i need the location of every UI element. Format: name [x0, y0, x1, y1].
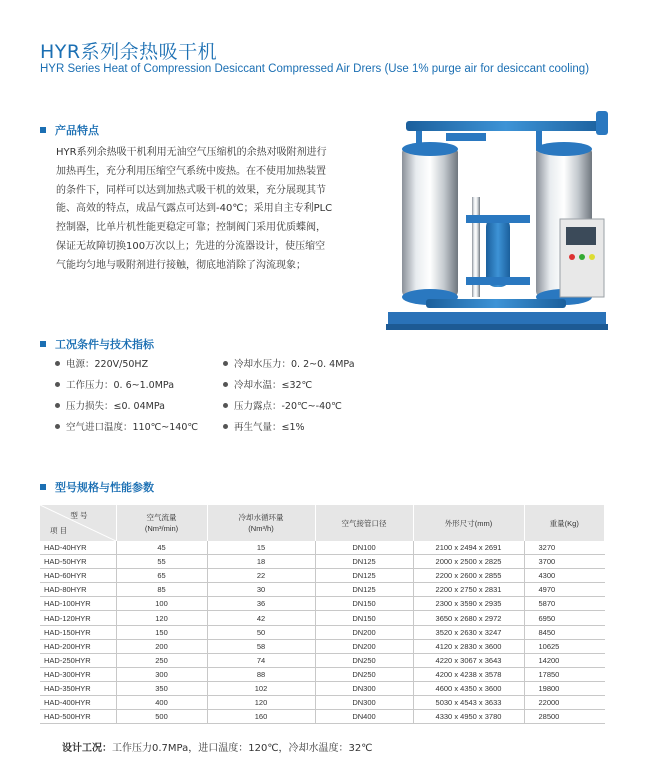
- table-cell: 300: [116, 667, 207, 681]
- column-header: 冷却水循环量 (Nm³/h): [207, 505, 315, 541]
- page-title: HYR系列余热吸干机: [40, 41, 218, 63]
- table-cell: 74: [207, 653, 315, 667]
- spec-item: 空气进口温度：110℃~140℃: [55, 419, 198, 433]
- section-marker-icon: [40, 127, 46, 133]
- table-row: [40, 667, 605, 681]
- model-spec-table: [40, 505, 605, 724]
- table-cell: 85: [116, 583, 207, 597]
- column-header: 外形尺寸(mm): [413, 505, 524, 541]
- features-heading: 产品特点: [40, 122, 99, 138]
- table-cell: HAD-40HYR: [40, 541, 116, 555]
- table-cell: 3520 x 2630 x 3247: [413, 625, 524, 639]
- table-cell: 5030 x 4543 x 3633: [413, 696, 524, 710]
- table-row: [40, 696, 605, 710]
- table-cell: HAD-200HYR: [40, 639, 116, 653]
- table-cell: 4300: [524, 569, 605, 583]
- table-cell: DN125: [315, 583, 413, 597]
- table-cell: DN250: [315, 653, 413, 667]
- table-cell: DN200: [315, 639, 413, 653]
- table-cell: 5870: [524, 597, 605, 611]
- table-cell: 18: [207, 555, 315, 569]
- table-cell: HAD-300HYR: [40, 667, 116, 681]
- table-cell: DN300: [315, 681, 413, 695]
- table-cell: DN100: [315, 541, 413, 555]
- table-cell: 4970: [524, 583, 605, 597]
- table-cell: 55: [116, 555, 207, 569]
- table-cell: 14200: [524, 653, 605, 667]
- features-line: 保证无故障切换100万次以上；先进的分流器设计，使压缩空: [56, 240, 326, 252]
- features-text: [56, 144, 356, 276]
- table-row: [40, 625, 605, 639]
- spec-item: 压力露点：-20℃~-40℃: [223, 398, 342, 412]
- table-cell: 2200 x 2600 x 2855: [413, 569, 524, 583]
- table-cell: 400: [116, 696, 207, 710]
- table-cell: 2100 x 2494 x 2691: [413, 541, 524, 555]
- table-cell: 8450: [524, 625, 605, 639]
- table-cell: 3650 x 2680 x 2972: [413, 611, 524, 625]
- table-cell: 2200 x 2750 x 2831: [413, 583, 524, 597]
- table-row: [40, 681, 605, 695]
- table-cell: 22: [207, 569, 315, 583]
- table-row: [40, 569, 605, 583]
- dryer-machine-image: [386, 107, 610, 335]
- table-cell: DN150: [315, 597, 413, 611]
- table-cell: 15: [207, 541, 315, 555]
- table-cell: DN200: [315, 625, 413, 639]
- models-heading: 型号规格与性能参数: [40, 479, 154, 495]
- table-cell: HAD-250HYR: [40, 653, 116, 667]
- column-header: 重量(Kg): [524, 505, 605, 541]
- table-row: [40, 541, 605, 555]
- spec-item: 压力损失：≤0. 04MPa: [55, 398, 165, 412]
- table-cell: 4330 x 4950 x 3780: [413, 710, 524, 724]
- table-cell: HAD-500HYR: [40, 710, 116, 724]
- table-cell: DN125: [315, 569, 413, 583]
- bullet-icon: [223, 382, 228, 387]
- spec-item: 电源：220V/50HZ: [55, 356, 148, 370]
- table-row: [40, 555, 605, 569]
- table-row: [40, 583, 605, 597]
- bullet-icon: [223, 403, 228, 408]
- table-cell: 102: [207, 681, 315, 695]
- features-line: 加热再生，充分利用压缩空气系统中废热。在不使用加热装置: [56, 165, 326, 177]
- bullet-icon: [223, 361, 228, 366]
- table-cell: 250: [116, 653, 207, 667]
- column-header: 空气接管口径: [315, 505, 413, 541]
- table-cell: 4200 x 4238 x 3578: [413, 667, 524, 681]
- table-cell: DN400: [315, 710, 413, 724]
- conditions-heading: 工况条件与技术指标: [40, 336, 154, 352]
- table-corner-header: 型 号 项 目: [40, 505, 116, 541]
- table-cell: 350: [116, 681, 207, 695]
- table-cell: 58: [207, 639, 315, 653]
- table-cell: 2300 x 3590 x 2935: [413, 597, 524, 611]
- features-line: 的条件下，同样可以达到加热式吸干机的效果，充分展现其节: [56, 184, 326, 196]
- table-cell: 160: [207, 710, 315, 724]
- table-cell: 19800: [524, 681, 605, 695]
- spec-item: 工作压力：0. 6~1.0MPa: [55, 377, 174, 391]
- table-cell: HAD-350HYR: [40, 681, 116, 695]
- table-cell: 4220 x 3067 x 3643: [413, 653, 524, 667]
- table-cell: DN300: [315, 696, 413, 710]
- table-row: [40, 611, 605, 625]
- table-cell: 45: [116, 541, 207, 555]
- table-cell: 500: [116, 710, 207, 724]
- table-cell: 28500: [524, 710, 605, 724]
- table-cell: 4120 x 2830 x 3600: [413, 639, 524, 653]
- page-subtitle: HYR Series Heat of Compression Desiccant Compressed Air Drers (Use 1% purge air for desiccant cooling): [40, 63, 590, 75]
- section-marker-icon: [40, 341, 46, 347]
- section-marker-icon: [40, 484, 46, 490]
- table-cell: 30: [207, 583, 315, 597]
- bullet-icon: [223, 424, 228, 429]
- table-cell: 2000 x 2500 x 2825: [413, 555, 524, 569]
- table-cell: 22000: [524, 696, 605, 710]
- bullet-icon: [55, 382, 60, 387]
- table-cell: 88: [207, 667, 315, 681]
- table-row: [40, 639, 605, 653]
- table-cell: HAD-80HYR: [40, 583, 116, 597]
- table-cell: HAD-400HYR: [40, 696, 116, 710]
- table-cell: 3700: [524, 555, 605, 569]
- features-line: 控制器，比单片机性能更稳定可靠；控制阀门采用优质蝶阀，: [56, 222, 326, 234]
- bullet-icon: [55, 403, 60, 408]
- table-cell: HAD-100HYR: [40, 597, 116, 611]
- table-cell: DN125: [315, 555, 413, 569]
- table-cell: DN250: [315, 667, 413, 681]
- spec-item: 冷却水压力：0. 2~0. 4MPa: [223, 356, 355, 370]
- table-cell: 120: [116, 611, 207, 625]
- table-cell: HAD-120HYR: [40, 611, 116, 625]
- table-cell: 6950: [524, 611, 605, 625]
- spec-item: 冷却水温：≤32℃: [223, 377, 312, 391]
- table-cell: 100: [116, 597, 207, 611]
- table-cell: 17850: [524, 667, 605, 681]
- table-cell: HAD-60HYR: [40, 569, 116, 583]
- features-line: 能、高效的特点，成品气露点可达到-40℃；采用自主专利PLC: [56, 203, 333, 215]
- features-line: 气能均匀地与吸附剂进行接触，彻底地消除了沟流现象；: [56, 259, 306, 271]
- table-cell: 65: [116, 569, 207, 583]
- table-cell: 4600 x 4350 x 3600: [413, 681, 524, 695]
- table-row: [40, 597, 605, 611]
- table-row: [40, 710, 605, 724]
- column-header: 空气流量 (Nm³/min): [116, 505, 207, 541]
- table-cell: HAD-150HYR: [40, 625, 116, 639]
- table-cell: 36: [207, 597, 315, 611]
- bullet-icon: [55, 361, 60, 366]
- bullet-icon: [55, 424, 60, 429]
- table-cell: 200: [116, 639, 207, 653]
- features-line: HYR系列余热吸干机利用无油空气压缩机的余热对吸附剂进行: [56, 147, 327, 158]
- table-cell: 10625: [524, 639, 605, 653]
- spec-item: 再生气量：≤1%: [223, 419, 305, 433]
- design-conditions-note: 设计工况：工作压力0.7MPa，进口温度：120℃，冷却水温度：32℃: [62, 743, 373, 754]
- table-cell: 150: [116, 625, 207, 639]
- table-cell: 3270: [524, 541, 605, 555]
- table-row: [40, 653, 605, 667]
- table-cell: HAD-50HYR: [40, 555, 116, 569]
- table-cell: 50: [207, 625, 315, 639]
- table-cell: 120: [207, 696, 315, 710]
- table-cell: DN150: [315, 611, 413, 625]
- table-cell: 42: [207, 611, 315, 625]
